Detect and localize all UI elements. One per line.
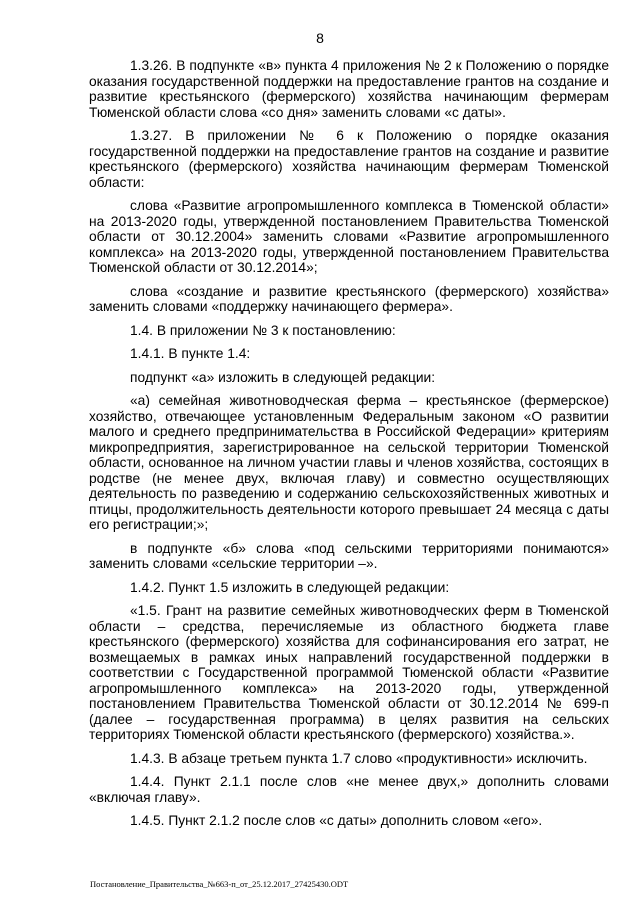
paragraph-1-4-1: 1.4.1. В пункте 1.4: — [130, 346, 251, 361]
paragraph-subpoint-a-text: «а) семейная животноводческая ферма – крестьянское (фермерское) хозяйство, отвечающее установленным Федеральным законом «О развитии малого и среднего предпринимательства в Российской Федерации» критериям микропредприятия, зарегистрированное на сельской территории Тюменской области, основанное на личном участии главы и членов хозяйства, состоящих в родстве (не менее двух, включая главу) и совместно осуществляющих деятельность по разведению и содержанию сельскохозяйственных животных и птицы, продолжительность деятельности которого превышает 24 месяца с даты его регистрации;»; — [89, 393, 609, 532]
paragraph-1-3-26: 1.3.26. В подпункте «в» пункта 4 приложения № 2 к Положению о порядке оказания государственной поддержки на предоставление грантов на создание и развитие крестьянского (фермерского) хозяйства начинающим фермерам Тюменской области слова «со дня» заменить словами «с даты». — [89, 58, 609, 120]
page-number: 8 — [316, 30, 324, 46]
paragraph-1-4: 1.4. В приложении № 3 к постановлению: — [130, 322, 396, 338]
paragraph-words-replace-program: слова «Развитие агропромышленного комплекса в Тюменской области» на 2013-2020 годы, утвержденной постановлением Правительства Тюменской области от 30.12.2004» заменить словами «Развитие агропромышленного комплекса» на 2013-2020 годы, утвержденной постановлением Правительства Тюменской области от 30.12.2014»; — [89, 198, 609, 275]
paragraph-1-3-27: 1.3.27. В приложении № 6 к Положению о порядке оказания государственной поддержки на предоставление грантов на создание и развитие крестьянского (фермерского) хозяйства начинающим фермерам Тюменской области: — [89, 128, 609, 190]
paragraph-1-4-5: 1.4.5. Пункт 2.1.2 после слов «с даты» дополнить словом «его». — [130, 813, 543, 828]
paragraph-subpoint-b: в подпункте «б» слова «под сельскими территориями понимаются» заменить словами «сельские территории –». — [89, 540, 609, 571]
paragraph-1-4-4: 1.4.4. Пункт 2.1.1 после слов «не менее двух,» дополнить словами «включая главу». — [89, 774, 609, 805]
document-footer: Постановление_Правительства_№663-п_от_25.12.2017_27425430.ODT — [90, 879, 349, 889]
document-body — [89, 58, 609, 837]
paragraph-subpoint-a-intro: подпункт «а» изложить в следующей редакции: — [130, 369, 436, 385]
paragraph-1-4-3: 1.4.3. В абзаце третьем пункта 1.7 слово «продуктивности» исключить. — [130, 750, 588, 766]
paragraph-words-replace-support: слова «создание и развитие крестьянского (фермерского) хозяйства» заменить словами «поддержку начинающего фермера». — [89, 283, 609, 314]
paragraph-1-4-2: 1.4.2. Пункт 1.5 изложить в следующей редакции: — [130, 579, 450, 595]
paragraph-1-5-text: «1.5. Грант на развитие семейных животноводческих ферм в Тюменской области – средства, перечисляемые из областного бюджета главе крестьянского (фермерского) хозяйства для софинансирования его затрат, не возмещаемых в рамках иных направлений государственной поддержки в соответствии с Государственной программой Тюменской области «Развитие агропромышленного комплекса» на 2013-2020 годы, утвержденной постановлением Правительства Тюменской области от 30.12.2014 № 699-п (далее – государственная программа) в целях развития на сельских территориях Тюменской области крестьянского (фермерского) хозяйства.». — [89, 603, 609, 742]
